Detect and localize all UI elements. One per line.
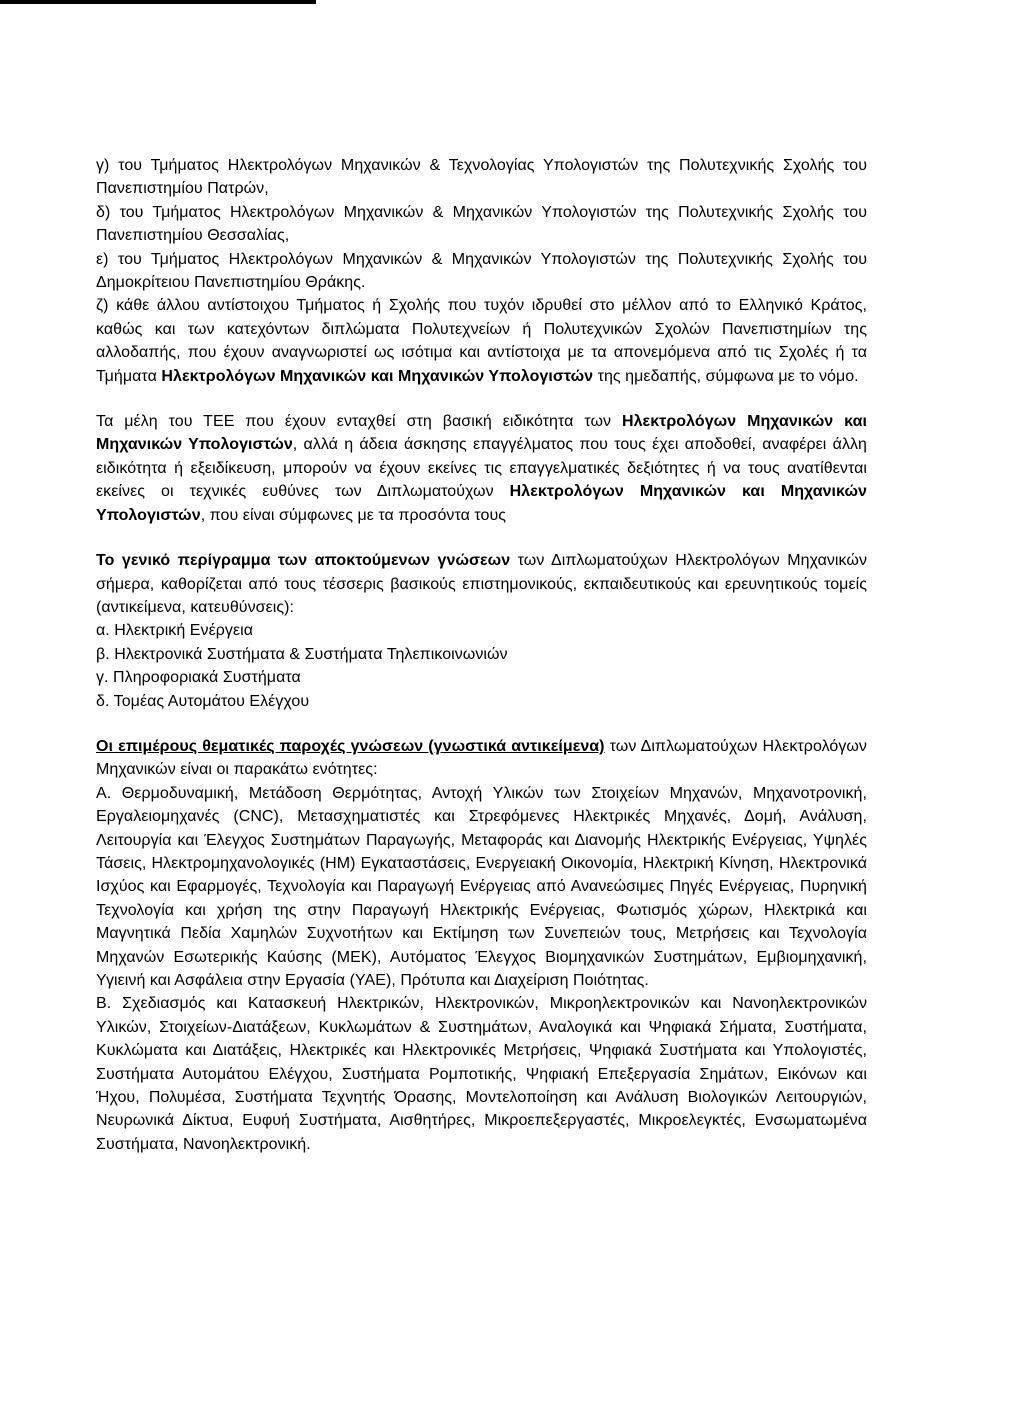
thematic-heading-paragraph bbox=[96, 735, 867, 782]
members-bold-2: Ηλεκτρολόγων Μηχανικών και Μηχανικών Υπολογιστών bbox=[96, 483, 867, 524]
thematic-heading: Οι επιμέρους θεματικές παροχές γνώσεων (γνωστικά αντικείμενα) bbox=[96, 737, 605, 755]
list-item-epsilon: ε) του Τμήματος Ηλεκτρολόγων Μηχανικών & Μηχανικών Υπολογιστών της Πολυτεχνικής Σχολής του Δημοκρίτειου Πανεπιστημίου Θράκης. bbox=[96, 250, 867, 292]
thematic-heading-tail: των Διπλωματούχων Ηλεκτρολόγων Μηχανικών είναι οι παρακάτω ενότητες: bbox=[96, 737, 867, 779]
sector-item: β. Ηλεκτρονικά Συστήματα & Συστήματα Τηλεπικοινωνιών bbox=[96, 645, 508, 663]
sector-item: α. Ηλεκτρική Ενέργεια bbox=[96, 622, 254, 640]
members-text-1: Τα μέλη του ΤΕΕ που έχουν ενταχθεί στη βασική ειδικότητα των bbox=[96, 413, 622, 431]
list-item-zeta-bold: Ηλεκτρολόγων Μηχανικών και Μηχανικών Υπολογιστών bbox=[161, 367, 594, 385]
list-item-gamma: γ) του Τμήματος Ηλεκτρολόγων Μηχανικών & Τεχνολογίας Υπολογιστών της Πολυτεχνικής Σχολής του Πανεπιστημίου Πατρών, bbox=[96, 157, 867, 198]
sector-item: δ. Τομέας Αυτομάτου Ελέγχου bbox=[96, 692, 310, 710]
thematic-section-a: Α. Θερμοδυναμική, Μετάδοση Θερμότητας, Αντοχή Υλικών των Στοιχείων Μηχανών, Μηχανοτρονική, Εργαλειομηχανές (CNC), Μετασχηματιστές και Στρεφόμενες Ηλεκτρικές Μηχανές, Δομή, Ανάλυση, Λειτουργία και Έλεγχος Συστημάτων Παραγωγής, Μεταφοράς και Διανομής Ηλεκτρικής Ενέργειας, Υψηλές Τάσεις, Ηλεκτρομηχανολογικές (ΗΜ) Εγκαταστάσεις, Ενεργειακή Οικονομία, Ηλεκτρική Κίνηση, Ηλεκτρονικά Ισχύος και Εφαρμογές, Τεχνολογία και Παραγωγή Ενέργειας από Ανανεώσιμες Πηγές Ενέργειας, Πυρηνική Τεχνολογία και χρήση της στην Παραγωγή Ηλεκτρικής Ενέργειας, Φωτισμός χώρων, Ηλεκτρικά και Μαγνητικά Πεδία Χαμηλών Συχνοτήτων και Εκτίμηση των Συνεπειών τους, Μετρήσεις και Τεχνολογία Μηχανών Εσωτερικής Καύσης (ΜΕΚ), Αυτόματος Έλεγχος Βιομηχανικών Συστημάτων, Εμβιομηχανική, Υγιεινή και Ασφάλεια στην Εργασία (ΥΑΕ), Πρότυπα και Διαχείριση Ποιότητας. bbox=[96, 784, 867, 989]
members-bold-1: Ηλεκτρολόγων Μηχανικών και Μηχανικών Υπολογιστών bbox=[96, 413, 867, 454]
members-text-2: , αλλά η άδεια άσκησης επαγγέλματος που τους έχει αποδοθεί, αναφέρει άλλη ειδικότητα ή εξειδίκευση, μπορούν να έχουν εκείνες τις επαγγελματικές δεξιότητες ή να τους ανατίθενται εκείνες οι τεχνικές ευθύνες των Διπλωματούχων bbox=[96, 436, 867, 501]
document-page bbox=[96, 154, 867, 1156]
general-outline-paragraph bbox=[96, 549, 867, 619]
general-outline-rest: των Διπλωματούχων Ηλεκτρολόγων Μηχανικών σήμερα, καθορίζεται από τους τέσσερις βασικούς επιστημονικούς, εκπαιδευτικούς και ερευνητικούς τομείς (αντικείμενα, κατευθύνσεις): bbox=[96, 552, 867, 616]
members-paragraph bbox=[96, 410, 867, 527]
list-item-zeta-tail: της ημεδαπής, σύμφωνα με το νόμο. bbox=[593, 367, 859, 385]
thematic-section-b: Β. Σχεδιασμός και Κατασκευή Ηλεκτρικών, Ηλεκτρονικών, Μικροηλεκτρονικών και Νανοηλεκτρονικών Υλικών, Στοιχείων-Διατάξεων, Κυκλωμάτων & Συστημάτων, Αναλογικά και Ψηφιακά Σήματα, Συστήματα, Κυκλώματα και Διατάξεις, Ηλεκτρικές και Ηλεκτρονικές Μετρήσεις, Ψηφιακά Συστήματα και Υπολογιστές, Συστήματα Αυτομάτου Ελέγχου, Συστήματα Ρομποτικής, Ψηφιακή Επεξεργασία Σημάτων, Εικόνων και Ήχου, Πολυμέσα, Συστήματα Τεχνητής Όρασης, Μοντελοποίηση και Ανάλυση Βιολογικών Λειτουργιών, Νευρωνικά Δίκτυα, Ευφυή Συστήματα, Αισθητήρες, Μικροεπεξεργαστές, Μικροελεγκτές, Ενσωματωμένα Συστήματα, Νανοηλεκτρονική. bbox=[96, 995, 867, 1153]
list-item-zeta bbox=[96, 294, 867, 388]
members-text-3: , που είναι σύμφωνες με τα προσόντα τους bbox=[200, 506, 507, 524]
top-rule bbox=[0, 0, 316, 4]
list-item-zeta-text: ζ) κάθε άλλου αντίστοιχου Τμήματος ή Σχολής που τυχόν ιδρυθεί στο μέλλον από το Ελληνικό Κράτος, καθώς και των κατεχόντων διπλώματα Πολυτεχνείων ή Πολυτεχνικών Σχολών Πανεπιστημίων της αλλοδαπής, που έχουν αναγνωριστεί ως ισότιμα και αντίστοιχα με τα απονεμόμενα από τις Σχολές ή τα Τμήματα bbox=[96, 297, 867, 385]
general-outline-lead: Το γενικό περίγραμμα των αποκτούμενων γνώσεων bbox=[96, 552, 511, 570]
list-item-delta: δ) του Τμήματος Ηλεκτρολόγων Μηχανικών & Μηχανικών Υπολογιστών της Πολυτεχνικής Σχολής του Πανεπιστημίου Θεσσαλίας, bbox=[96, 203, 867, 245]
sector-item: γ. Πληροφοριακά Συστήματα bbox=[96, 669, 301, 687]
